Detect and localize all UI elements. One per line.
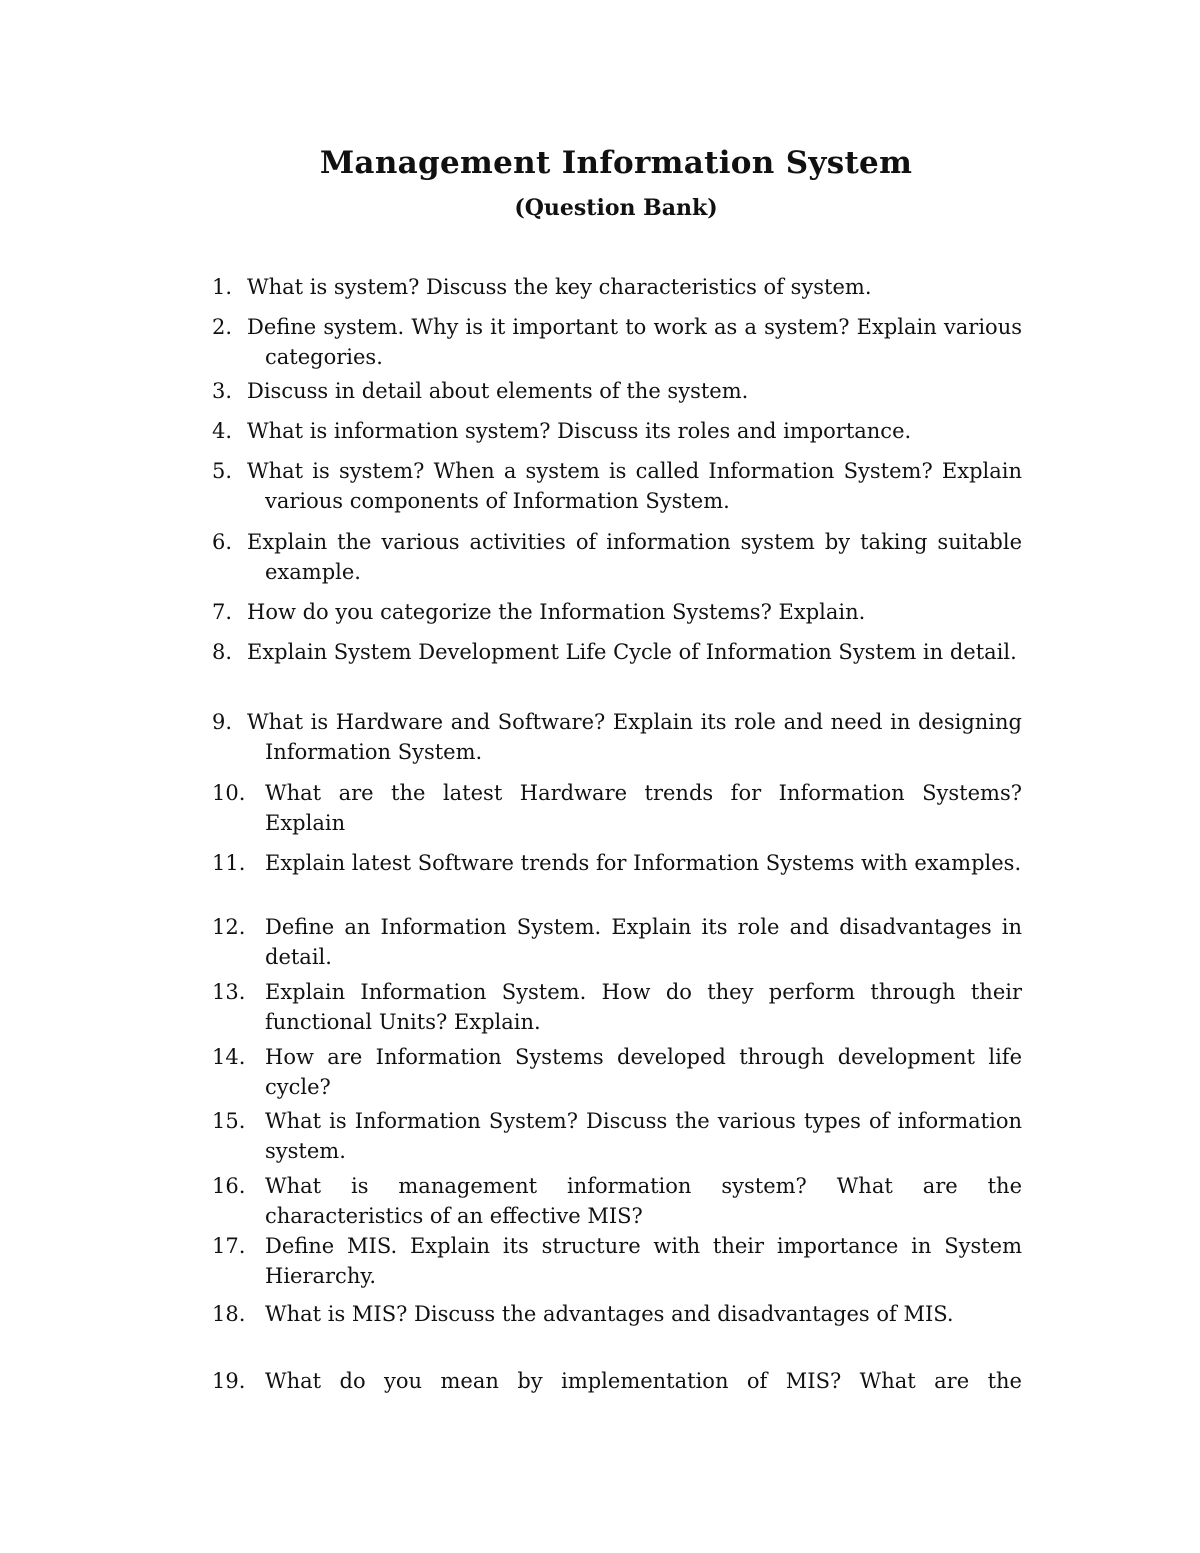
document-subtitle: (Question Bank) xyxy=(514,195,718,221)
question-text: What are the latest Hardware trends for Information Systems? Explain xyxy=(265,781,1022,835)
question-item xyxy=(212,416,1022,446)
document-title: Management Information System xyxy=(319,145,913,181)
question-number: 19. xyxy=(212,1369,246,1393)
question-number: 3. xyxy=(212,379,233,403)
question-text: What is information system? Discuss its roles and importance. xyxy=(247,419,912,443)
question-item xyxy=(212,977,1022,1037)
question-text: What is Hardware and Software? Explain its role and need in designing Information System. xyxy=(247,710,1022,764)
question-text: Define MIS. Explain its structure with their importance in System Hierarchy. xyxy=(265,1234,1022,1288)
question-item xyxy=(212,1042,1022,1102)
question-text: Explain latest Software trends for Information Systems with examples. xyxy=(265,851,1022,875)
question-text: What is system? Discuss the key characteristics of system. xyxy=(247,275,872,299)
question-number: 9. xyxy=(212,710,233,734)
question-number: 18. xyxy=(212,1302,246,1326)
question-text: Discuss in detail about elements of the system. xyxy=(247,379,749,403)
question-text: What is MIS? Discuss the advantages and disadvantages of MIS. xyxy=(265,1302,954,1326)
question-text: Define system. Why is it important to work as a system? Explain various categories. xyxy=(247,315,1022,369)
question-number: 5. xyxy=(212,459,233,483)
question-text: Explain System Development Life Cycle of Information System in detail. xyxy=(247,640,1017,664)
question-item xyxy=(212,912,1022,972)
question-number: 4. xyxy=(212,419,233,443)
question-item xyxy=(212,778,1022,838)
question-item xyxy=(212,1299,1022,1329)
question-number: 7. xyxy=(212,600,233,624)
question-number: 8. xyxy=(212,640,233,664)
question-number: 12. xyxy=(212,915,246,939)
question-number: 11. xyxy=(212,851,246,875)
question-number: 10. xyxy=(212,781,246,805)
question-item xyxy=(212,312,1022,372)
question-number: 6. xyxy=(212,530,233,554)
question-item xyxy=(212,376,1022,406)
question-number: 2. xyxy=(212,315,233,339)
question-text: What is management information system? What are the characteristics of an effective MIS? xyxy=(265,1174,1022,1228)
question-text: Define an Information System. Explain its role and disadvantages in detail. xyxy=(265,915,1022,969)
question-text: Explain Information System. How do they perform through their functional Units? Explain. xyxy=(265,980,1022,1034)
question-item xyxy=(212,1106,1022,1166)
question-text: What is system? When a system is called Information System? Explain various components of Information System. xyxy=(247,459,1022,513)
question-number: 13. xyxy=(212,980,246,1004)
question-number: 16. xyxy=(212,1174,246,1198)
question-item xyxy=(212,1231,1022,1291)
question-number: 14. xyxy=(212,1045,246,1069)
question-item xyxy=(212,707,1022,767)
question-text: What do you mean by implementation of MIS? What are the xyxy=(265,1369,1022,1393)
question-item xyxy=(212,527,1022,587)
question-number: 1. xyxy=(212,275,233,299)
question-number: 17. xyxy=(212,1234,246,1258)
question-item xyxy=(212,272,1022,302)
question-item xyxy=(212,456,1022,516)
question-text: How do you categorize the Information Systems? Explain. xyxy=(247,600,866,624)
question-item xyxy=(212,848,1022,878)
question-text: Explain the various activities of information system by taking suitable example. xyxy=(247,530,1022,584)
question-item xyxy=(212,1171,1022,1231)
question-item xyxy=(212,637,1022,667)
question-item xyxy=(212,1366,1022,1396)
question-text: How are Information Systems developed through development life cycle? xyxy=(265,1045,1022,1099)
question-number: 15. xyxy=(212,1109,246,1133)
question-text: What is Information System? Discuss the various types of information system. xyxy=(265,1109,1022,1163)
question-item xyxy=(212,597,1022,627)
